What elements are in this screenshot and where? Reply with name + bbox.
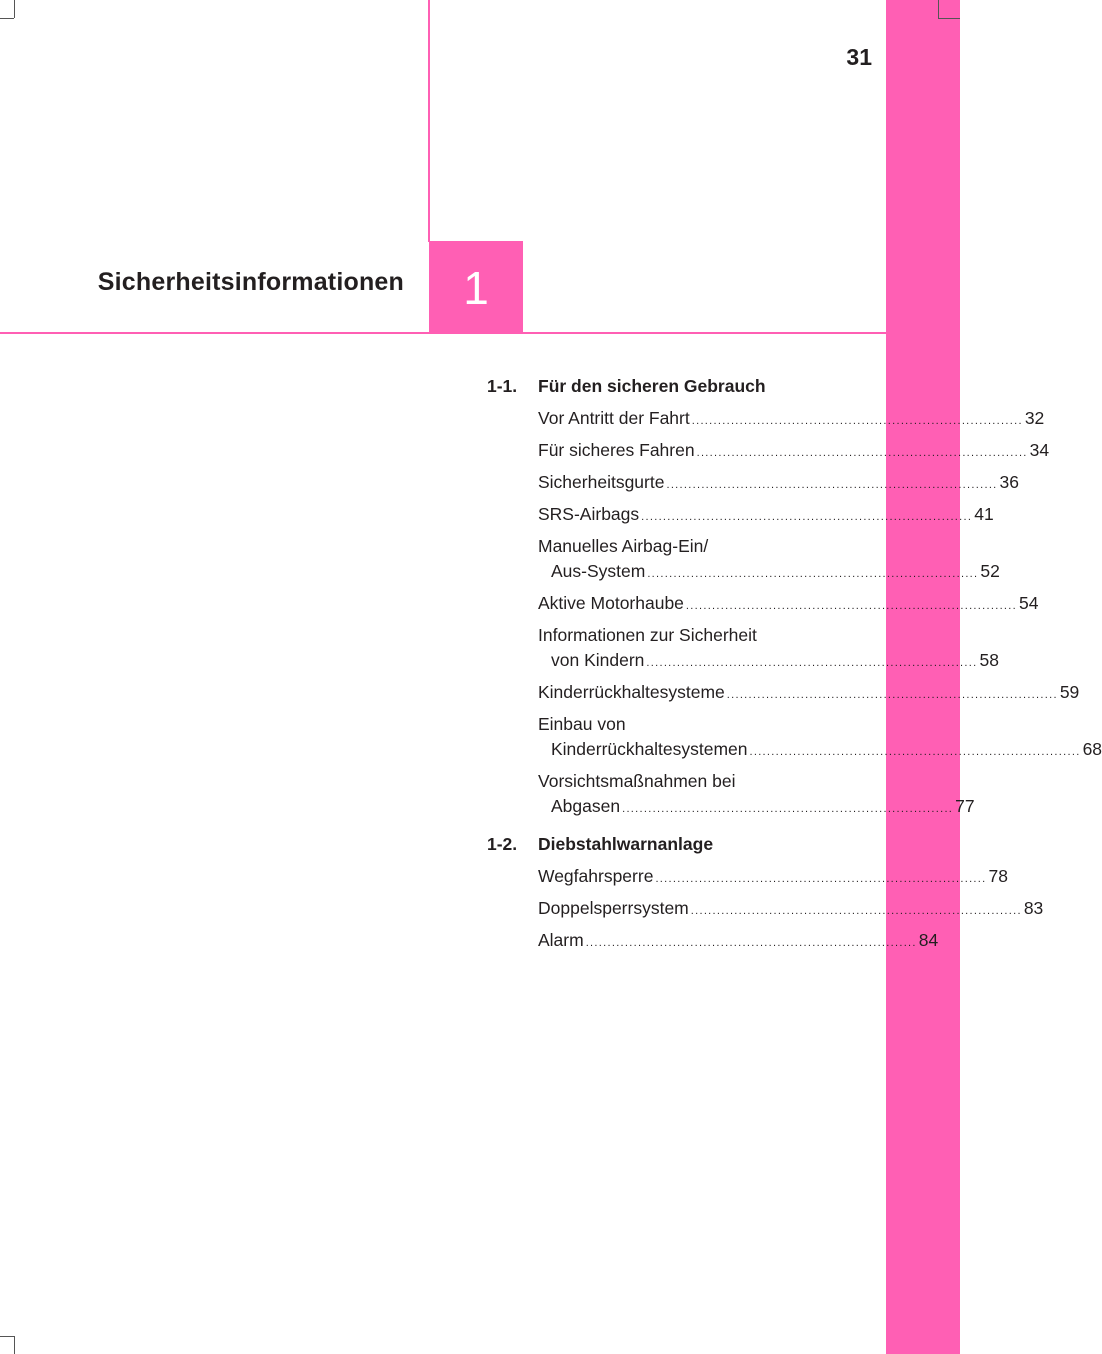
- entry-page: 34: [1029, 440, 1050, 460]
- dot-leader: ............................................................................: [585, 937, 917, 949]
- entry-label: Vor Antritt der Fahrt: [538, 408, 690, 428]
- entry-label-line2: Aus-System: [551, 561, 646, 581]
- entry-page: 36: [999, 472, 1020, 492]
- entry-page: 78: [988, 866, 1008, 886]
- toc-entry[interactable]: [538, 866, 1008, 898]
- chapter-tab-bar: [886, 0, 960, 1354]
- entry-label: Alarm: [538, 930, 584, 950]
- entry-label-line1: Manuelles Airbag-Ein/: [538, 536, 709, 556]
- crop-mark: [14, 0, 15, 18]
- dot-leader: ............................................................................: [646, 657, 978, 669]
- entry-page: 59: [1059, 682, 1080, 702]
- entry-page: 41: [974, 504, 994, 524]
- toc-entry[interactable]: [538, 625, 999, 682]
- crop-mark: [0, 1336, 14, 1337]
- dot-leader: ............................................................................: [690, 905, 1022, 917]
- dot-leader: ............................................................................: [726, 689, 1058, 701]
- entry-page: 32: [1024, 408, 1045, 428]
- entry-label: Wegfahrsperre: [538, 866, 654, 886]
- entry-label-line1: Informationen zur Sicherheit: [538, 625, 757, 645]
- toc-entry[interactable]: [538, 714, 1102, 771]
- entry-page: 77: [955, 796, 975, 816]
- crop-mark: [938, 0, 939, 18]
- entry-label-line1: Einbau von: [538, 714, 626, 734]
- toc-entry[interactable]: [538, 472, 1020, 504]
- entry-page: 83: [1023, 898, 1044, 918]
- toc-entry[interactable]: [538, 440, 1050, 472]
- dot-leader: ............................................................................: [696, 447, 1028, 459]
- toc-section[interactable]: [487, 834, 827, 866]
- entry-label: SRS-Airbags: [538, 504, 640, 524]
- crop-mark: [14, 1336, 15, 1354]
- toc-entry[interactable]: [538, 536, 1000, 593]
- section-title: Für den sicheren Gebrauch: [538, 376, 766, 396]
- toc-entry[interactable]: [538, 593, 1039, 625]
- entry-page: 68: [1082, 739, 1102, 759]
- crop-mark: [0, 18, 14, 19]
- dot-leader: ............................................................................: [666, 479, 998, 491]
- toc-entry[interactable]: [538, 930, 939, 962]
- table-of-contents: [487, 376, 1102, 962]
- dot-leader: ............................................................................: [622, 803, 954, 815]
- dot-leader: ............................................................................: [641, 511, 973, 523]
- toc-entry[interactable]: [538, 771, 975, 828]
- toc-section[interactable]: [487, 376, 827, 408]
- section-number: 1-2.: [487, 834, 518, 854]
- dot-leader: ............................................................................: [655, 873, 987, 885]
- entry-label-line1: Vorsichtsmaßnahmen bei: [538, 771, 736, 791]
- header-divider-vertical: [428, 0, 430, 242]
- dot-leader: ............................................................................: [691, 415, 1023, 427]
- entry-label-line2: Abgasen: [551, 796, 621, 816]
- entry-label-line2: Kinderrückhaltesystemen: [551, 739, 748, 759]
- section-number: 1-1.: [487, 376, 518, 396]
- entry-label-line2: von Kindern: [551, 650, 645, 670]
- dot-leader: ............................................................................: [749, 746, 1081, 758]
- entry-page: 58: [979, 650, 999, 670]
- entry-label: Doppelsperrsystem: [538, 898, 689, 918]
- chapter-number: 1: [463, 261, 489, 314]
- toc-entry[interactable]: [538, 504, 994, 536]
- toc-entry[interactable]: [538, 682, 1080, 714]
- dot-leader: ............................................................................: [685, 600, 1017, 612]
- entry-label: Aktive Motorhaube: [538, 593, 684, 613]
- entry-label: Kinderrückhaltesysteme: [538, 682, 725, 702]
- page-number: 31: [846, 44, 872, 70]
- dot-leader: ............................................................................: [647, 568, 979, 580]
- crop-mark: [938, 18, 960, 19]
- entry-label: Für sicheres Fahren: [538, 440, 695, 460]
- entry-page: 84: [918, 930, 939, 950]
- toc-entry[interactable]: [538, 408, 1045, 440]
- toc-entry[interactable]: [538, 898, 1044, 930]
- section-title: Diebstahlwarnanlage: [538, 834, 714, 854]
- entry-label: Sicherheitsgurte: [538, 472, 665, 492]
- chapter-number-box: [429, 241, 523, 334]
- entry-page: 54: [1019, 593, 1039, 613]
- entry-page: 52: [980, 561, 1000, 581]
- chapter-title: Sicherheitsinformationen: [97, 268, 404, 296]
